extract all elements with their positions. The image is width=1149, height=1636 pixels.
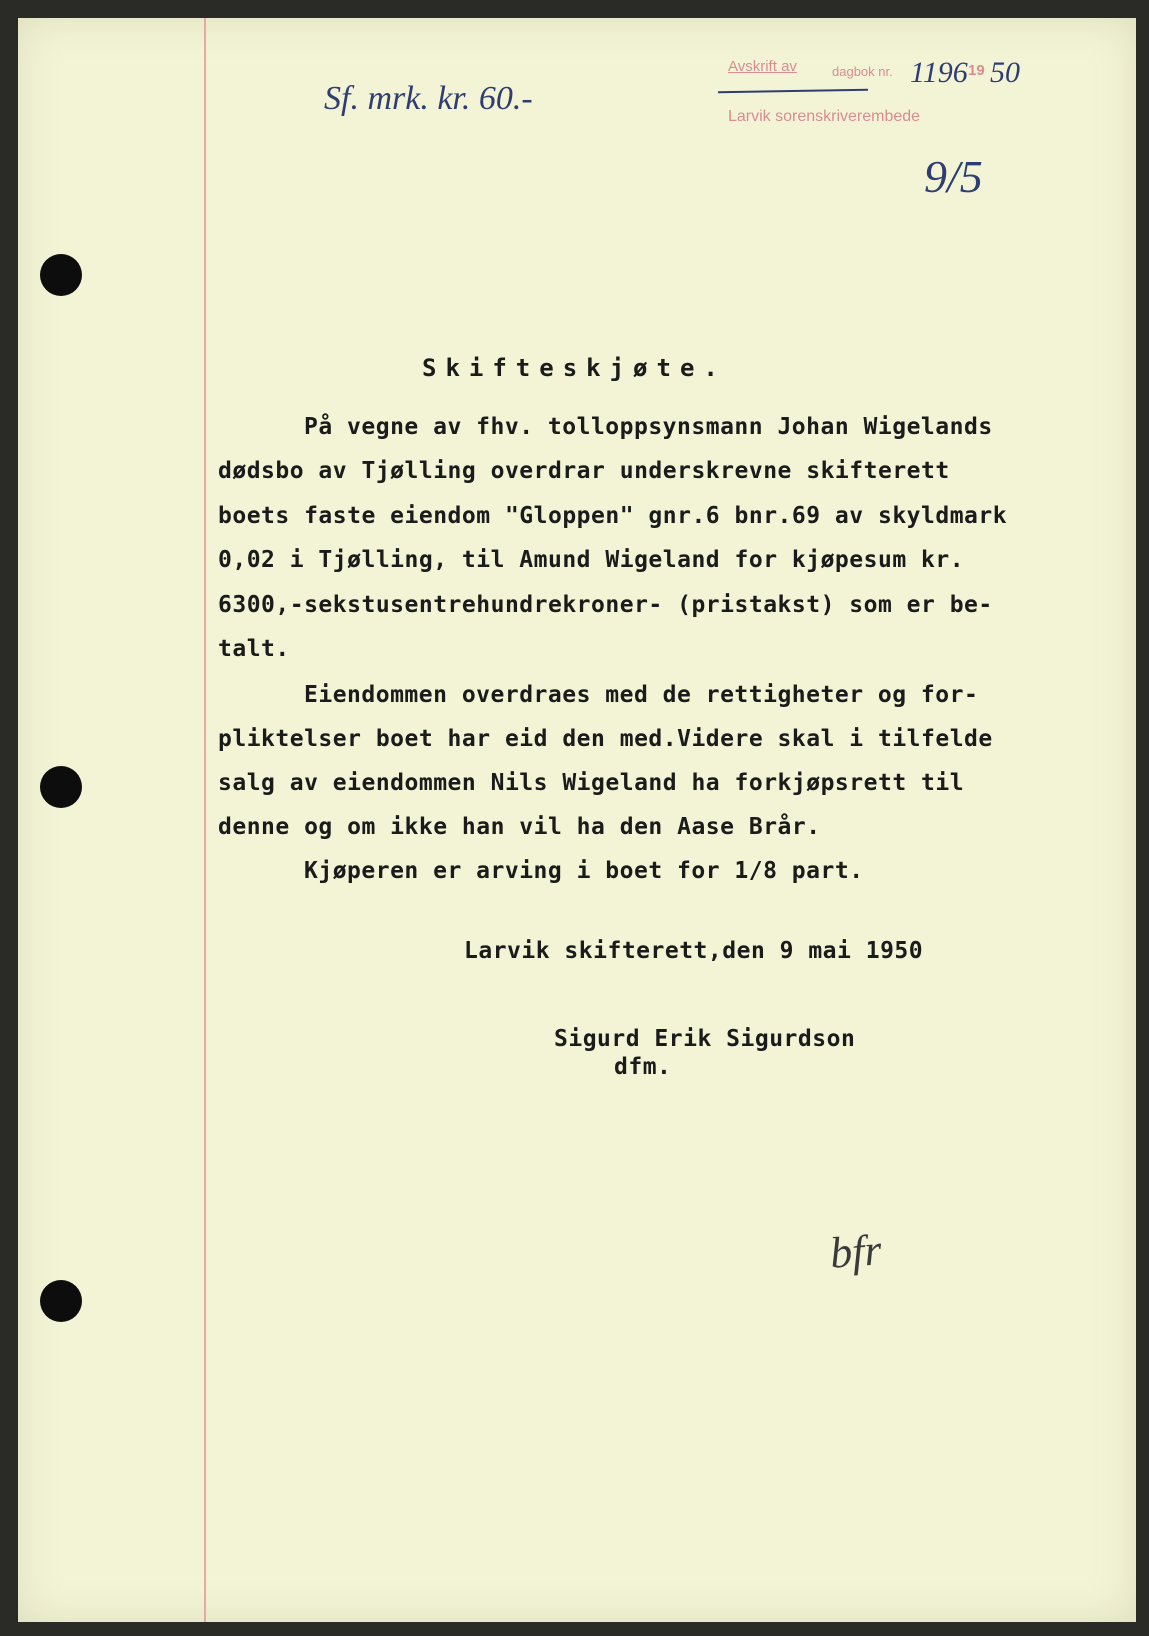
document-title: Skifteskjøte.	[422, 354, 727, 382]
stamp-underline	[718, 89, 868, 94]
signer-title: dfm.	[614, 1054, 672, 1080]
body-line: dødsbo av Tjølling overdrar underskrevne skifterett	[218, 458, 950, 484]
handwritten-fee-note: Sf. mrk. kr. 60.-	[324, 80, 533, 117]
stamp-dagbok-number: 1196	[910, 56, 968, 89]
margin-line	[204, 18, 206, 1622]
stamp-line1: Avskrift av	[728, 58, 797, 75]
punch-hole-top	[40, 254, 82, 296]
place-date: Larvik skifterett,den 9 mai 1950	[464, 938, 924, 964]
body-line: På vegne av fhv. tolloppsynsmann Johan Wigelands	[304, 414, 993, 440]
body-line: Kjøperen er arving i boet for 1/8 part.	[304, 858, 864, 884]
body-line: salg av eiendommen Nils Wigeland ha forkjøpsrett til	[218, 770, 965, 796]
stamp-dagbok-label: dagbok nr.	[832, 64, 893, 79]
stamp-line2: Larvik sorenskriverembede	[728, 108, 921, 125]
body-line: Eiendommen overdraes med de rettigheter og for-	[304, 682, 979, 708]
handwritten-date-note: 9/5	[924, 151, 983, 202]
punch-hole-middle	[40, 766, 82, 808]
body-line: talt.	[218, 636, 290, 662]
stamp-year-prefix: 19	[968, 62, 985, 79]
body-line: denne og om ikke han vil ha den Aase Brår.	[218, 814, 821, 840]
body-line: 6300,-sekstusentrehundrekroner- (pristakst) som er be-	[218, 592, 993, 618]
body-line: boets faste eiendom "Gloppen" gnr.6 bnr.69 av skyldmark	[218, 503, 1008, 529]
body-line: 0,02 i Tjølling, til Amund Wigeland for kjøpesum kr.	[218, 547, 965, 573]
body-line: pliktelser boet har eid den med.Videre skal i tilfelde	[218, 726, 993, 752]
punch-hole-bottom	[40, 1280, 82, 1322]
stamp-year-suffix: 50	[990, 56, 1020, 89]
document-page	[18, 18, 1136, 1622]
handwritten-initials: bfr	[828, 1225, 884, 1278]
signer-name: Sigurd Erik Sigurdson	[554, 1026, 856, 1052]
